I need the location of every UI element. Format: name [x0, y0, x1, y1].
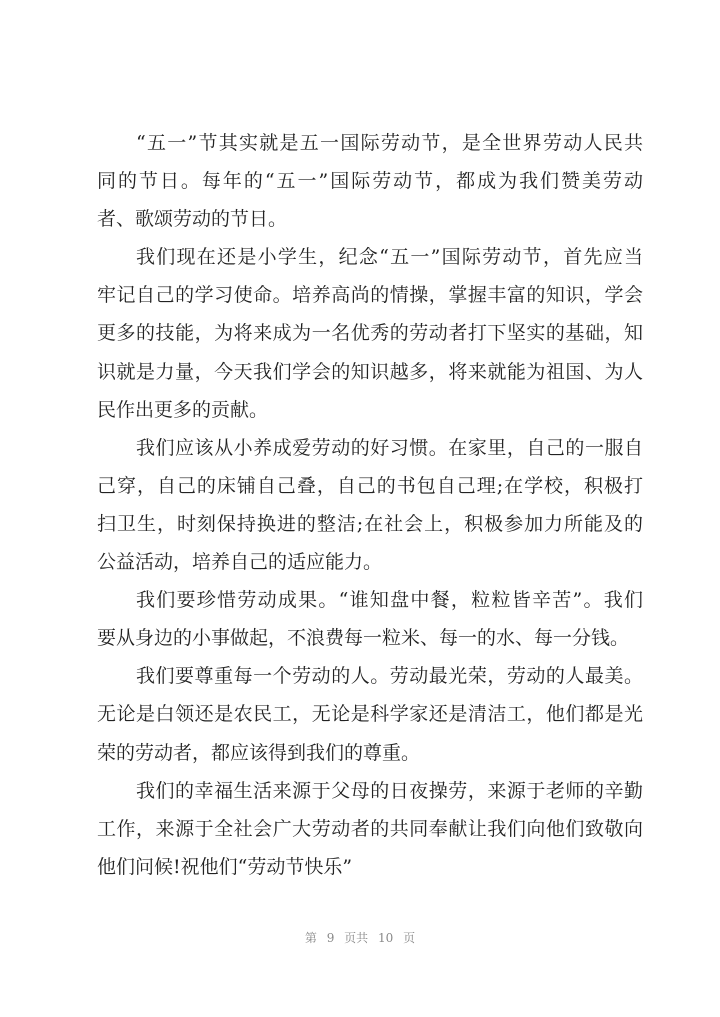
text-line: 荣的劳动者，都应该得到我们的尊重。 [97, 741, 421, 764]
text-line: 工作，来源于全社会广大劳动者的共同奉献让我们向他们致敬向 [97, 817, 643, 840]
text-line: 同的节日。每年的“五一”国际劳动节，都成为我们赞美劳动 [97, 170, 643, 193]
text-line: 无论是白领还是农民工，无论是科学家还是清洁工，他们都是光 [97, 703, 643, 726]
text-line: 更多的技能，为将来成为一名优秀的劳动者打下坚实的基础，知 [97, 322, 643, 345]
page-footer: 第 9 页共 10 页 [304, 931, 416, 945]
text-line: 我们现在还是小学生，纪念“五一”国际劳动节，首先应当 [136, 246, 643, 269]
text-line: 己穿，自己的床铺自己叠，自己的书包自己理;在学校，积极打 [97, 474, 643, 497]
text-line: 民作出更多的贡献。 [97, 398, 269, 421]
text-line: 我们要尊重每一个劳动的人。劳动最光荣，劳动的人最美。 [136, 665, 643, 688]
paragraph [97, 238, 643, 428]
paragraph [97, 772, 643, 886]
text-line: 者、歌颂劳动的节日。 [97, 208, 288, 231]
text-line: 我们的幸福生活来源于父母的日夜操劳，来源于老师的辛勤 [136, 779, 643, 802]
paragraph [97, 429, 643, 581]
document-body [97, 124, 643, 886]
paragraph [97, 124, 643, 238]
text-line: 识就是力量，今天我们学会的知识越多，将来就能为祖国、为人 [97, 360, 643, 383]
text-line: 他们问候!祝他们“劳动节快乐” [97, 855, 353, 878]
text-line: 扫卫生，时刻保持换进的整洁;在社会上，积极参加力所能及的 [97, 512, 643, 535]
text-line: 公益活动，培养自己的适应能力。 [97, 551, 383, 574]
paragraph [97, 581, 643, 657]
text-line: “五一”节其实就是五一国际劳动节，是全世界劳动人民共 [136, 132, 643, 154]
text-line: 我们应该从小养成爱劳动的好习惯。在家里，自己的一服自 [136, 436, 643, 459]
text-line: 牢记自己的学习使命。培养高尚的情操，掌握丰富的知识，学会 [97, 284, 643, 307]
text-line: 要从身边的小事做起，不浪费每一粒米、每一的水、每一分钱。 [97, 627, 630, 650]
text-line: 我们要珍惜劳动成果。“谁知盘中餐，粒粒皆辛苦”。我们 [136, 589, 643, 612]
paragraph [97, 657, 643, 771]
